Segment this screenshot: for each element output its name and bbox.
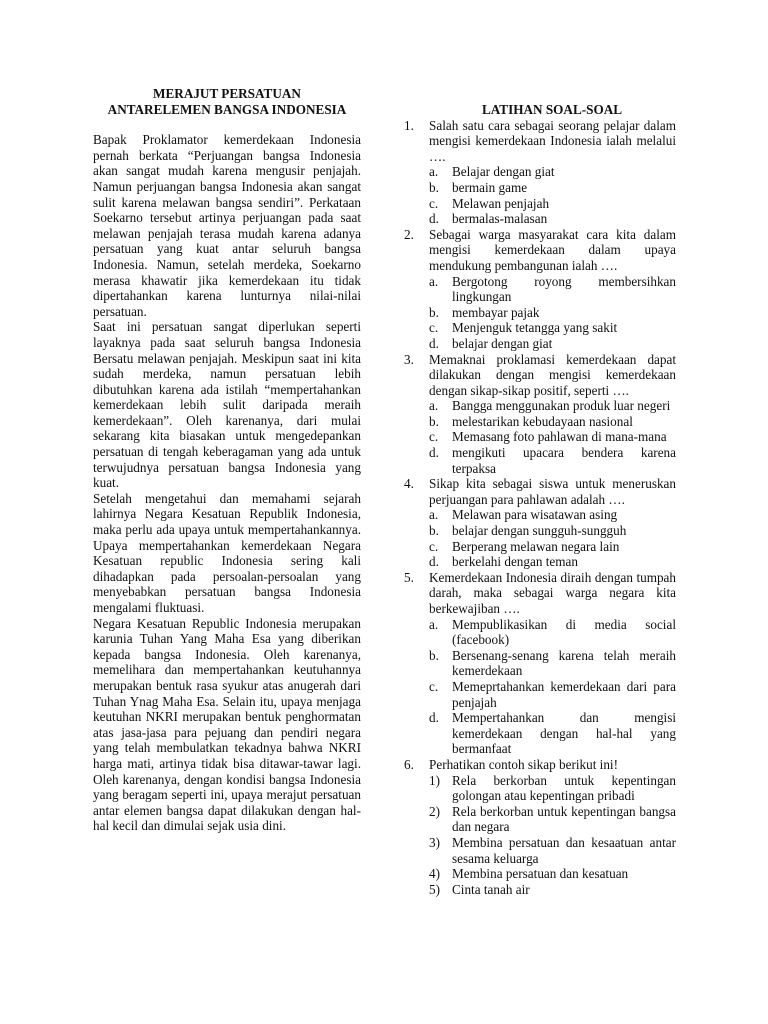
option-text: Bergotong royong membersihkan lingkungan bbox=[452, 273, 676, 305]
question-text: Memaknai proklamasi kemerdekaan dapat dilakukan dengan mengisi kemerdekaan dengan sikap-sikap positif, seperti …. bbox=[429, 351, 676, 398]
option-text: Memasang foto pahlawan di mana-mana bbox=[452, 429, 667, 445]
option-label: a. bbox=[429, 507, 439, 523]
article-paragraph-3: Setelah mengetahui dan memahami sejarah lahirnya Negara Kesatuan Republik Indonesia, maka perlu ada upaya untuk mempertahankannya. Upaya mempertahankan kemerdekaan Negara Kesatuan republic Indonesia sering kali dihadapkan pada persoalan-persoalan yang menyebabkan persatuan bangsa Indonesia mengalami fluktuasi. bbox=[93, 490, 361, 615]
statement-item bbox=[404, 882, 676, 898]
question-6-statements bbox=[404, 773, 676, 898]
option-item bbox=[404, 710, 676, 757]
option-label: a. bbox=[429, 616, 439, 632]
option-text: Mempublikasikan di media social (facebook) bbox=[452, 616, 676, 648]
option-item bbox=[404, 414, 676, 430]
option-text: Bangga menggunakan produk luar negeri bbox=[452, 398, 671, 414]
article-title bbox=[93, 86, 361, 117]
option-label: c. bbox=[429, 320, 439, 336]
option-item bbox=[404, 274, 676, 305]
question-4 bbox=[404, 476, 676, 507]
option-text: Mempertahankan dan mengisi kemerdekaan dengan hal-hal yang bermanfaat bbox=[452, 710, 676, 757]
option-item bbox=[404, 429, 676, 445]
article-title-line2: ANTARELEMEN BANGSA INDONESIA bbox=[107, 101, 347, 117]
exercise-column bbox=[404, 102, 676, 897]
question-number: 5. bbox=[404, 569, 414, 585]
question-number: 3. bbox=[404, 351, 414, 367]
option-item bbox=[404, 554, 676, 570]
question-3 bbox=[404, 352, 676, 399]
question-number: 1. bbox=[404, 117, 414, 133]
option-item bbox=[404, 305, 676, 321]
option-text: melestarikan kebudayaan nasional bbox=[452, 413, 633, 429]
option-label: b. bbox=[429, 413, 439, 429]
statement-label: 1) bbox=[429, 772, 440, 788]
option-item bbox=[404, 617, 676, 648]
statement-item bbox=[404, 835, 676, 866]
question-number: 6. bbox=[404, 756, 414, 772]
question-2-options bbox=[404, 274, 676, 352]
question-text: Kemerdekaan Indonesia diraih dengan tumpah darah, maka sebagai warga negara kita berkewajiban …. bbox=[429, 569, 676, 616]
question-1-options bbox=[404, 164, 676, 226]
article-title-line1: MERAJUT PERSATUAN bbox=[153, 86, 301, 101]
article-paragraph-4: Negara Kesatuan Republic Indonesia merupakan karunia Tuhan Yang Maha Esa yang diberikan kepada bangsa Indonesia. Oleh karenanya, memelihara dan mempertahankan keutuhannya merupakan bentuk rasa syukur atas anugerah dari Tuhan Ynag Maha Esa. Selain itu, upaya menjaga keutuhan NKRI merupakan bentuk penghormatan atas jasa-jasa para pejuang dan pendiri negara yang telah membulatkan tekadnya bahwa NKRI harga mati, artinya tidak bisa ditawar-tawar lagi. Oleh karenanya, dengan kondisi bangsa Indonesia yang beragam seperti ini, upaya merajut persatuan antar elemen bangsa dapat dilakukan dengan hal-hal kecil dan dimulai sejak usia dini. bbox=[93, 615, 361, 834]
question-4-options bbox=[404, 507, 676, 569]
option-text: membayar pajak bbox=[452, 304, 540, 320]
option-label: b. bbox=[429, 304, 439, 320]
option-label: d. bbox=[429, 335, 439, 351]
option-text: Bersenang-senang karena telah meraih kemerdekaan bbox=[452, 647, 676, 679]
statement-text: Membina persatuan dan kesatuan bbox=[452, 866, 629, 882]
question-text: Sikap kita sebagai siswa untuk meneruskan perjuangan para pahlawan adalah …. bbox=[429, 476, 676, 507]
question-number: 4. bbox=[404, 476, 414, 492]
question-text: Sebagai warga masyarakat cara kita dalam mengisi kemerdekaan dalam upaya mendukung pembangunan ialah …. bbox=[429, 226, 676, 273]
statement-text: Rela berkorban untuk kepentingan bangsa dan negara bbox=[452, 803, 676, 835]
question-number: 2. bbox=[404, 226, 414, 242]
option-label: d. bbox=[429, 445, 439, 461]
option-item bbox=[404, 320, 676, 336]
option-item bbox=[404, 679, 676, 710]
option-item bbox=[404, 336, 676, 352]
option-text: Melawan para wisatawan asing bbox=[452, 507, 618, 523]
option-item bbox=[404, 398, 676, 414]
statement-item bbox=[404, 866, 676, 882]
option-label: a. bbox=[429, 398, 439, 414]
option-label: c. bbox=[429, 538, 439, 554]
option-text: bermalas-malasan bbox=[452, 211, 548, 227]
option-text: belajar dengan sungguh-sungguh bbox=[452, 523, 627, 539]
option-text: Belajar dengan giat bbox=[452, 164, 555, 180]
option-label: d. bbox=[429, 710, 439, 726]
option-label: c. bbox=[429, 678, 439, 694]
option-item bbox=[404, 539, 676, 555]
statement-label: 5) bbox=[429, 881, 440, 897]
question-5 bbox=[404, 570, 676, 617]
option-label: c. bbox=[429, 429, 439, 445]
option-item bbox=[404, 648, 676, 679]
option-text: Memeprtahankan kemerdekaan dari para penjajah bbox=[452, 678, 676, 710]
question-6 bbox=[404, 757, 676, 773]
option-label: d. bbox=[429, 211, 439, 227]
article-paragraph-2: Saat ini persatuan sangat diperlukan seperti layaknya pada saat seluruh bangsa Indonesia Bersatu melawan penjajah. Meskipun saat ini kita sudah merdeka, namun persatuan lebih dibutuhkan karena ada istilah “mempertahankan kemerdekaan lebih sulit daripada meraih kemerdekaan”. Oleh karenanya, dari mulai sekarang kita biasakan untuk mengedepankan persatuan di tengah keberagaman yang ada untuk terwujudnya persatuan bangsa Indonesia yang kuat. bbox=[93, 319, 361, 491]
option-text: mengikuti upacara bendera karena terpaksa bbox=[452, 445, 676, 476]
option-item bbox=[404, 507, 676, 523]
option-label: d. bbox=[429, 554, 439, 570]
option-item bbox=[404, 445, 676, 476]
option-text: Berperang melawan negara lain bbox=[452, 538, 620, 554]
option-item bbox=[404, 523, 676, 539]
option-text: berkelahi dengan teman bbox=[452, 554, 578, 570]
option-text: bermain game bbox=[452, 179, 528, 195]
option-label: a. bbox=[429, 164, 439, 180]
statement-text: Rela berkorban untuk kepentingan golongan atau kepentingan pribadi bbox=[452, 772, 676, 804]
statement-item bbox=[404, 804, 676, 835]
option-label: b. bbox=[429, 179, 439, 195]
statement-item bbox=[404, 773, 676, 804]
question-5-options bbox=[404, 617, 676, 757]
article-paragraph-1: Bapak Proklamator kemerdekaan Indonesia pernah berkata “Perjuangan bangsa Indonesia akan sangat mudah karena mengusir penjajah. Namun perjuangan bangsa Indonesia akan sangat sulit karena melawan bangsa sendiri”. Perkataan Soekarno tersebut artinya perjuangan pada saat melawan penjajah terasa mudah karena adanya persatuan yang kuat antar seluruh bangsa Indonesia. Namun, setelah merdeka, Soekarno merasa khawatir jika kemerdekaan itu tidak dipertahankan karena lunturnya nilai-nilai persatuan. bbox=[93, 132, 361, 319]
option-item bbox=[404, 196, 676, 212]
option-label: c. bbox=[429, 195, 439, 211]
question-1 bbox=[404, 118, 676, 165]
statement-label: 2) bbox=[429, 803, 440, 819]
article-column bbox=[93, 86, 361, 834]
statement-label: 3) bbox=[429, 834, 440, 850]
option-item bbox=[404, 180, 676, 196]
option-text: Menjenguk tetangga yang sakit bbox=[452, 320, 618, 336]
question-2 bbox=[404, 227, 676, 274]
option-text: Melawan penjajah bbox=[452, 195, 550, 211]
option-item bbox=[404, 164, 676, 180]
exercise-title: LATIHAN SOAL-SOAL bbox=[481, 102, 623, 117]
statement-text: Membina persatuan dan kesaatuan antar sesama keluarga bbox=[452, 834, 676, 866]
option-text: belajar dengan giat bbox=[452, 335, 553, 351]
question-text: Perhatikan contoh sikap berikut ini! bbox=[429, 756, 618, 772]
statement-label: 4) bbox=[429, 866, 440, 882]
statement-text: Cinta tanah air bbox=[452, 881, 530, 897]
option-label: a. bbox=[429, 273, 439, 289]
question-3-options bbox=[404, 398, 676, 476]
question-text: Salah satu cara sebagai seorang pelajar dalam mengisi kemerdekaan Indonesia ialah melalui …. bbox=[429, 117, 676, 164]
option-item bbox=[404, 211, 676, 227]
option-label: b. bbox=[429, 523, 439, 539]
option-label: b. bbox=[429, 647, 439, 663]
